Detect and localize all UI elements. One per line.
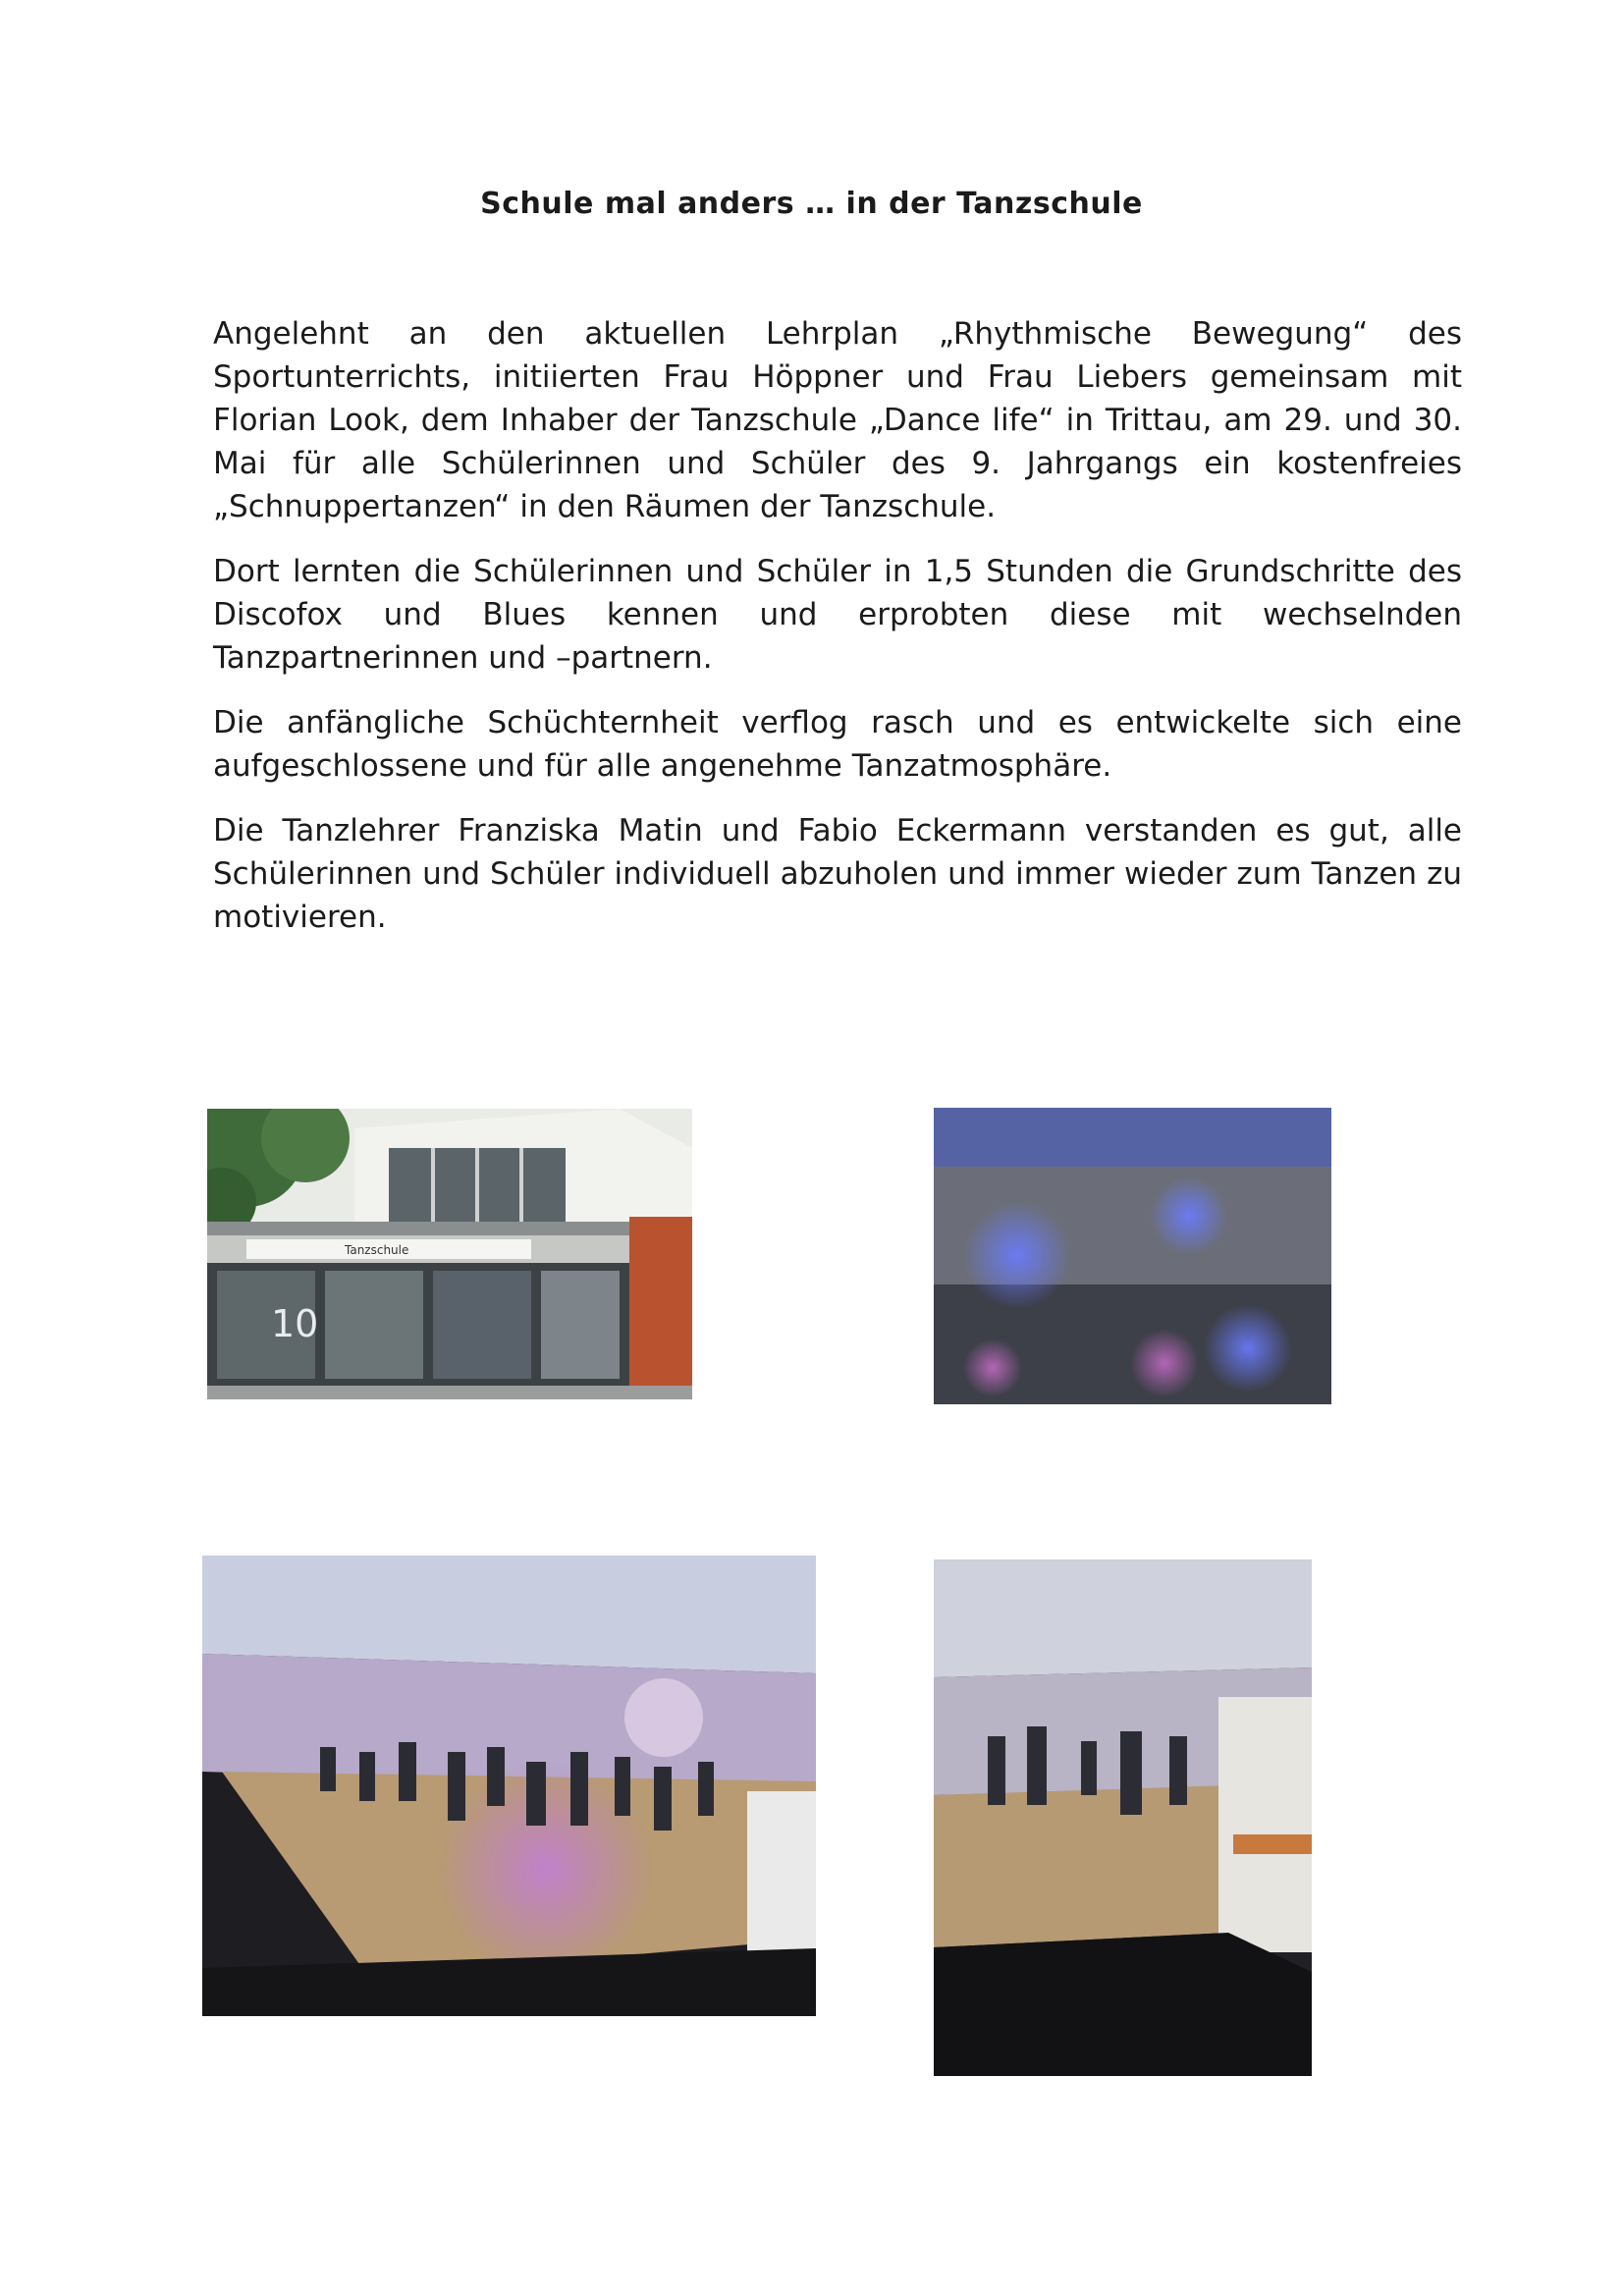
storefront-number: 10 bbox=[271, 1302, 319, 1345]
storefront-sign: Tanzschule bbox=[345, 1243, 409, 1257]
students-dancing-wide-photo bbox=[202, 1556, 816, 2016]
paragraph-3: Die anfängliche Schüchternheit verflog rasch und es entwickelte sich eine aufgeschlossene und für alle angenehme Tanzatmosphäre. bbox=[213, 705, 1462, 784]
paragraph-1: Angelehnt an den aktuellen Lehrplan „Rhythmische Bewegung“ des Sportunterrichts, initiierten Frau Höppner und Frau Liebers gemeinsam mit Florian Look, dem Inhaber der Tanzschule „Dance life“ in Trittau, am 29. und 30. Mai für alle Schülerinnen und Schüler des 9. Jahrgangs ein kostenfreies „Schnuppertanzen“ in den Räumen der Tanzschule. bbox=[213, 316, 1462, 524]
students-dancing-side-photo bbox=[934, 1559, 1312, 2076]
article-body bbox=[213, 312, 1462, 960]
empty-dance-hall-photo bbox=[934, 1108, 1331, 1404]
paragraph-4: Die Tanzlehrer Franziska Matin und Fabio Eckermann verstanden es gut, alle Schülerinnen und Schüler individuell abzuholen und immer wieder zum Tanzen zu motivieren. bbox=[213, 813, 1462, 935]
storefront-photo bbox=[207, 1109, 692, 1399]
page-title: Schule mal anders … in der Tanzschule bbox=[480, 187, 1143, 221]
paragraph-2: Dort lernten die Schülerinnen und Schüler in 1,5 Stunden die Grundschritte des Discofox und Blues kennen und erprobten diese mit wechselnden Tanzpartnerinnen und –partnern. bbox=[213, 554, 1462, 676]
